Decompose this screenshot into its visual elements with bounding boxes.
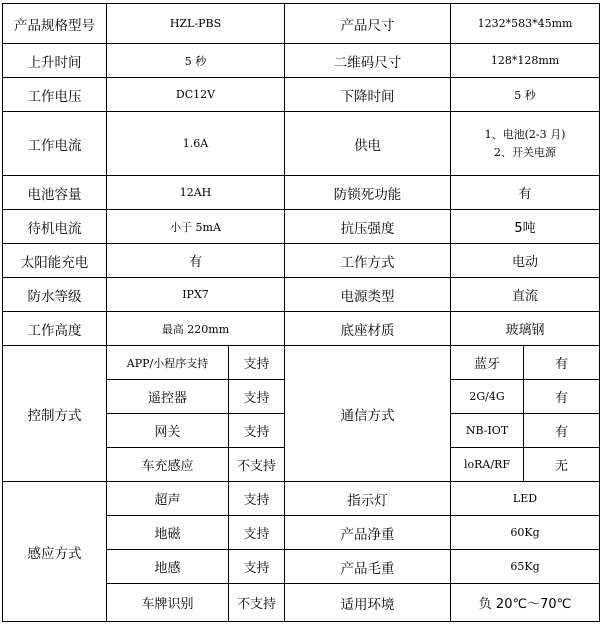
extra-value: 60Kg bbox=[451, 516, 600, 550]
spec-value: 有 bbox=[107, 244, 285, 278]
spec-value: IPX7 bbox=[107, 278, 285, 312]
spec-label: 待机电流 bbox=[3, 210, 107, 244]
control-method-label: 控制方式 bbox=[3, 346, 107, 482]
comm-item-value: 有 bbox=[524, 414, 600, 448]
spec-value: 最高 220mm bbox=[107, 312, 285, 346]
spec-value: 5 秒 bbox=[451, 78, 600, 112]
sensing-row bbox=[3, 482, 600, 516]
comm-item-value: 无 bbox=[524, 448, 600, 482]
spec-row bbox=[3, 312, 600, 346]
spec-label: 工作高度 bbox=[3, 312, 107, 346]
spec-label: 防锁死功能 bbox=[285, 176, 451, 210]
spec-label: 产品尺寸 bbox=[285, 4, 451, 44]
spec-value: 电动 bbox=[451, 244, 600, 278]
spec-row bbox=[3, 44, 600, 78]
spec-label: 工作方式 bbox=[285, 244, 451, 278]
sensing-method-label: 感应方式 bbox=[3, 482, 107, 622]
control-comm-row bbox=[3, 346, 600, 380]
spec-label: 下降时间 bbox=[285, 78, 451, 112]
control-item-name: 遥控器 bbox=[107, 380, 229, 414]
power-option-switching: 2、开关电源 bbox=[494, 145, 556, 159]
spec-table bbox=[2, 3, 600, 622]
spec-value: 5吨 bbox=[451, 210, 600, 244]
comm-item-name: NB-IOT bbox=[451, 414, 524, 448]
spec-row bbox=[3, 244, 600, 278]
power-option-battery: 1、电池(2-3 月) bbox=[484, 127, 566, 141]
spec-label: 太阳能充电 bbox=[3, 244, 107, 278]
power-supply-value bbox=[451, 112, 600, 176]
spec-label: 底座材质 bbox=[285, 312, 451, 346]
extra-value: 65Kg bbox=[451, 550, 600, 584]
control-item-name: 车充感应 bbox=[107, 448, 229, 482]
spec-value: 5 秒 bbox=[107, 44, 285, 78]
spec-label: 工作电压 bbox=[3, 78, 107, 112]
spec-row bbox=[3, 4, 600, 44]
spec-row bbox=[3, 278, 600, 312]
spec-label: 防水等级 bbox=[3, 278, 107, 312]
control-item-value: 支持 bbox=[229, 346, 285, 380]
spec-value: 有 bbox=[451, 176, 600, 210]
spec-value: 直流 bbox=[451, 278, 600, 312]
spec-row bbox=[3, 176, 600, 210]
sensing-item-name: 超声 bbox=[107, 482, 229, 516]
spec-row bbox=[3, 112, 600, 176]
spec-row bbox=[3, 78, 600, 112]
spec-value: 128*128mm bbox=[451, 44, 600, 78]
spec-value: DC12V bbox=[107, 78, 285, 112]
control-item-name: 网关 bbox=[107, 414, 229, 448]
comm-item-name: loRA/RF bbox=[451, 448, 524, 482]
extra-label: 指示灯 bbox=[285, 482, 451, 516]
extra-label: 产品净重 bbox=[285, 516, 451, 550]
control-item-value: 支持 bbox=[229, 414, 285, 448]
extra-label: 产品毛重 bbox=[285, 550, 451, 584]
spec-label: 工作电流 bbox=[3, 112, 107, 176]
comm-item-name: 蓝牙 bbox=[451, 346, 524, 380]
control-item-name: APP/小程序支持 bbox=[107, 346, 229, 380]
extra-label: 适用环境 bbox=[285, 584, 451, 622]
spec-value: 小于 5mA bbox=[107, 210, 285, 244]
sensing-item-value: 支持 bbox=[229, 550, 285, 584]
extra-value: 负 20℃～70℃ bbox=[451, 584, 600, 622]
control-item-value: 不支持 bbox=[229, 448, 285, 482]
sensing-item-value: 不支持 bbox=[229, 584, 285, 622]
spec-label: 产品规格型号 bbox=[3, 4, 107, 44]
spec-label: 抗压强度 bbox=[285, 210, 451, 244]
sensing-item-value: 支持 bbox=[229, 516, 285, 550]
control-item-value: 支持 bbox=[229, 380, 285, 414]
spec-label: 供电 bbox=[285, 112, 451, 176]
sensing-item-value: 支持 bbox=[229, 482, 285, 516]
comm-item-value: 有 bbox=[524, 346, 600, 380]
spec-label: 电源类型 bbox=[285, 278, 451, 312]
extra-value: LED bbox=[451, 482, 600, 516]
comm-item-value: 有 bbox=[524, 380, 600, 414]
spec-value: HZL-PBS bbox=[107, 4, 285, 44]
sensing-item-name: 车牌识别 bbox=[107, 584, 229, 622]
sensing-item-name: 地磁 bbox=[107, 516, 229, 550]
spec-label: 二维码尺寸 bbox=[285, 44, 451, 78]
spec-value: 1232*583*45mm bbox=[451, 4, 600, 44]
spec-label: 电池容量 bbox=[3, 176, 107, 210]
comm-item-name: 2G/4G bbox=[451, 380, 524, 414]
spec-value: 12AH bbox=[107, 176, 285, 210]
spec-row bbox=[3, 210, 600, 244]
spec-label: 上升时间 bbox=[3, 44, 107, 78]
comm-method-label: 通信方式 bbox=[285, 346, 451, 482]
sensing-item-name: 地感 bbox=[107, 550, 229, 584]
spec-value: 玻璃钢 bbox=[451, 312, 600, 346]
spec-value: 1.6A bbox=[107, 112, 285, 176]
